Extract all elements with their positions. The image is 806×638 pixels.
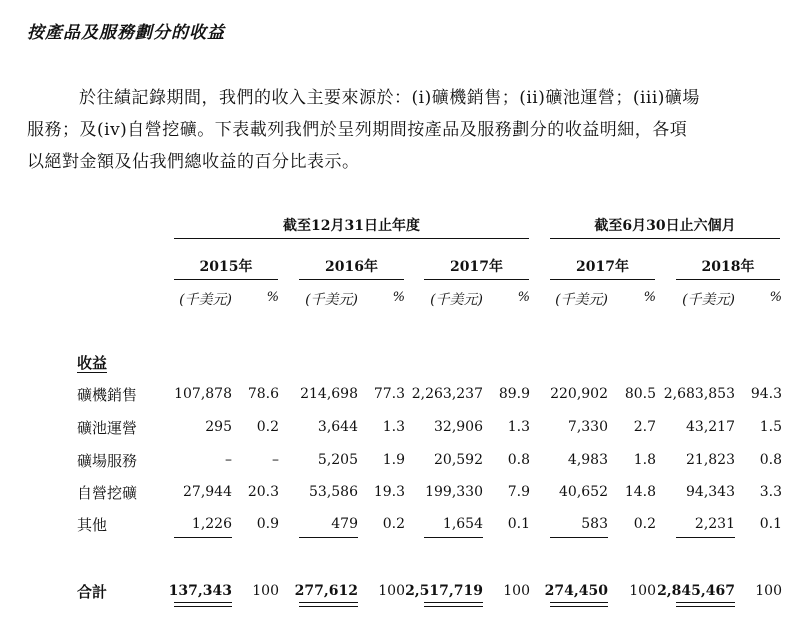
row-label: 自營挖礦 [77, 484, 138, 502]
year-header: 2017年 [450, 259, 503, 275]
year-header: 2015年 [199, 259, 253, 275]
table-cell: 80.5 [624, 386, 656, 402]
unit-label: (千美元) [555, 292, 608, 308]
table-cell: 20,592 [434, 452, 483, 468]
paragraph-line: 於往績記錄期間，我們的收入主要來源於：(i)礦機銷售；(ii)礦池運營；(iii)礦場 [79, 88, 700, 108]
table-cell: 7.9 [507, 484, 530, 500]
table-cell: 1.9 [382, 452, 405, 468]
section-label-underline [77, 372, 107, 373]
table-cell: 2,263,237 [411, 386, 483, 402]
group-rule [550, 238, 780, 239]
subtotal-rule [550, 537, 608, 538]
table-cell: 0.8 [759, 452, 782, 468]
year-rule [424, 279, 529, 280]
total-cell: 100 [378, 583, 405, 599]
table-cell: 78.6 [247, 386, 279, 402]
total-double-rule [174, 602, 232, 607]
unit-label: (千美元) [305, 292, 358, 308]
intro-paragraph [27, 82, 787, 178]
group-header: 截至6月30日止六個月 [594, 218, 736, 234]
table-cell: 220,902 [550, 386, 608, 402]
table-cell: 7,330 [567, 419, 608, 435]
table-cell: 32,906 [434, 419, 483, 435]
section-label: 收益 [77, 354, 108, 372]
subtotal-rule [299, 537, 358, 538]
subtotal-rule [676, 537, 735, 538]
table-cell: 1.3 [507, 419, 530, 435]
percent-label: % [266, 290, 279, 305]
total-cell: 2,845,467 [657, 583, 735, 599]
table-cell: 5,205 [317, 452, 358, 468]
table-cell: 0.1 [507, 516, 530, 532]
table-cell: 89.9 [498, 386, 530, 402]
table-cell: 77.3 [373, 386, 405, 402]
table-cell: 0.2 [256, 419, 279, 435]
table-cell: 583 [581, 516, 608, 532]
table-cell: 1.8 [633, 452, 656, 468]
total-cell: 2,517,719 [405, 583, 483, 599]
paragraph-line: 服務；及(iv)自營挖礦。下表載列我們於呈列期間按產品及服務劃分的收益明細，各項 [27, 120, 688, 140]
table-cell: 14.8 [624, 484, 656, 500]
table-cell: 20.3 [247, 484, 279, 500]
table-cell: 214,698 [300, 386, 358, 402]
table-cell: 3.3 [759, 484, 782, 500]
subtotal-rule [174, 537, 232, 538]
total-label: 合計 [77, 583, 108, 601]
year-header: 2017年 [576, 259, 629, 275]
group-header: 截至12月31日止年度 [283, 218, 420, 234]
year-rule [174, 279, 278, 280]
year-rule [299, 279, 404, 280]
table-cell: 1.3 [382, 419, 405, 435]
table-cell: 295 [205, 419, 232, 435]
row-label: 礦池運營 [77, 419, 138, 437]
table-cell: 2,231 [694, 516, 735, 532]
table-cell: – [225, 452, 232, 468]
total-double-rule [424, 602, 483, 607]
total-cell: 100 [252, 583, 279, 599]
year-header: 2016年 [325, 259, 378, 275]
percent-label: % [643, 290, 656, 305]
table-cell: 27,944 [183, 484, 232, 500]
row-label: 其他 [77, 516, 108, 534]
table-cell: 199,330 [425, 484, 483, 500]
subtotal-rule [424, 537, 483, 538]
table-cell: 2.7 [633, 419, 656, 435]
paragraph-line: 以絕對金額及佔我們總收益的百分比表示。 [27, 152, 360, 172]
unit-label: (千美元) [179, 292, 232, 308]
table-cell: 0.2 [382, 516, 405, 532]
year-rule [676, 279, 780, 280]
table-cell: 3,644 [317, 419, 358, 435]
table-cell: 53,586 [309, 484, 358, 500]
year-rule [550, 279, 655, 280]
percent-label: % [392, 290, 405, 305]
table-cell: 0.1 [759, 516, 782, 532]
table-cell: 1,654 [442, 516, 483, 532]
table-cell: 21,823 [686, 452, 735, 468]
year-header: 2018年 [701, 259, 755, 275]
table-cell: 43,217 [686, 419, 735, 435]
table-cell: 1,226 [191, 516, 232, 532]
table-cell: 479 [331, 516, 358, 532]
total-cell: 137,343 [168, 583, 232, 599]
total-cell: 100 [629, 583, 656, 599]
table-cell: 0.2 [633, 516, 656, 532]
table-cell: 19.3 [373, 484, 405, 500]
total-cell: 100 [755, 583, 782, 599]
table-cell: 0.8 [507, 452, 530, 468]
table-cell: 94,343 [686, 484, 735, 500]
table-cell: 40,652 [559, 484, 608, 500]
unit-label: (千美元) [682, 292, 735, 308]
table-cell: 94.3 [750, 386, 782, 402]
total-cell: 277,612 [294, 583, 358, 599]
table-cell: 107,878 [174, 386, 232, 402]
total-double-rule [299, 602, 358, 607]
row-label: 礦場服務 [77, 452, 138, 470]
percent-label: % [769, 290, 782, 305]
unit-label: (千美元) [430, 292, 483, 308]
total-cell: 274,450 [544, 583, 608, 599]
section-heading: 按產品及服務劃分的收益 [27, 23, 225, 43]
table-cell: 1.5 [759, 419, 782, 435]
percent-label: % [517, 290, 530, 305]
table-cell: 4,983 [567, 452, 608, 468]
total-double-rule [550, 602, 608, 607]
total-cell: 100 [503, 583, 530, 599]
table-cell: 2,683,853 [663, 386, 735, 402]
total-double-rule [676, 602, 735, 607]
table-cell: 0.9 [256, 516, 279, 532]
table-cell: – [272, 452, 279, 468]
group-rule [174, 238, 529, 239]
row-label: 礦機銷售 [77, 386, 138, 404]
